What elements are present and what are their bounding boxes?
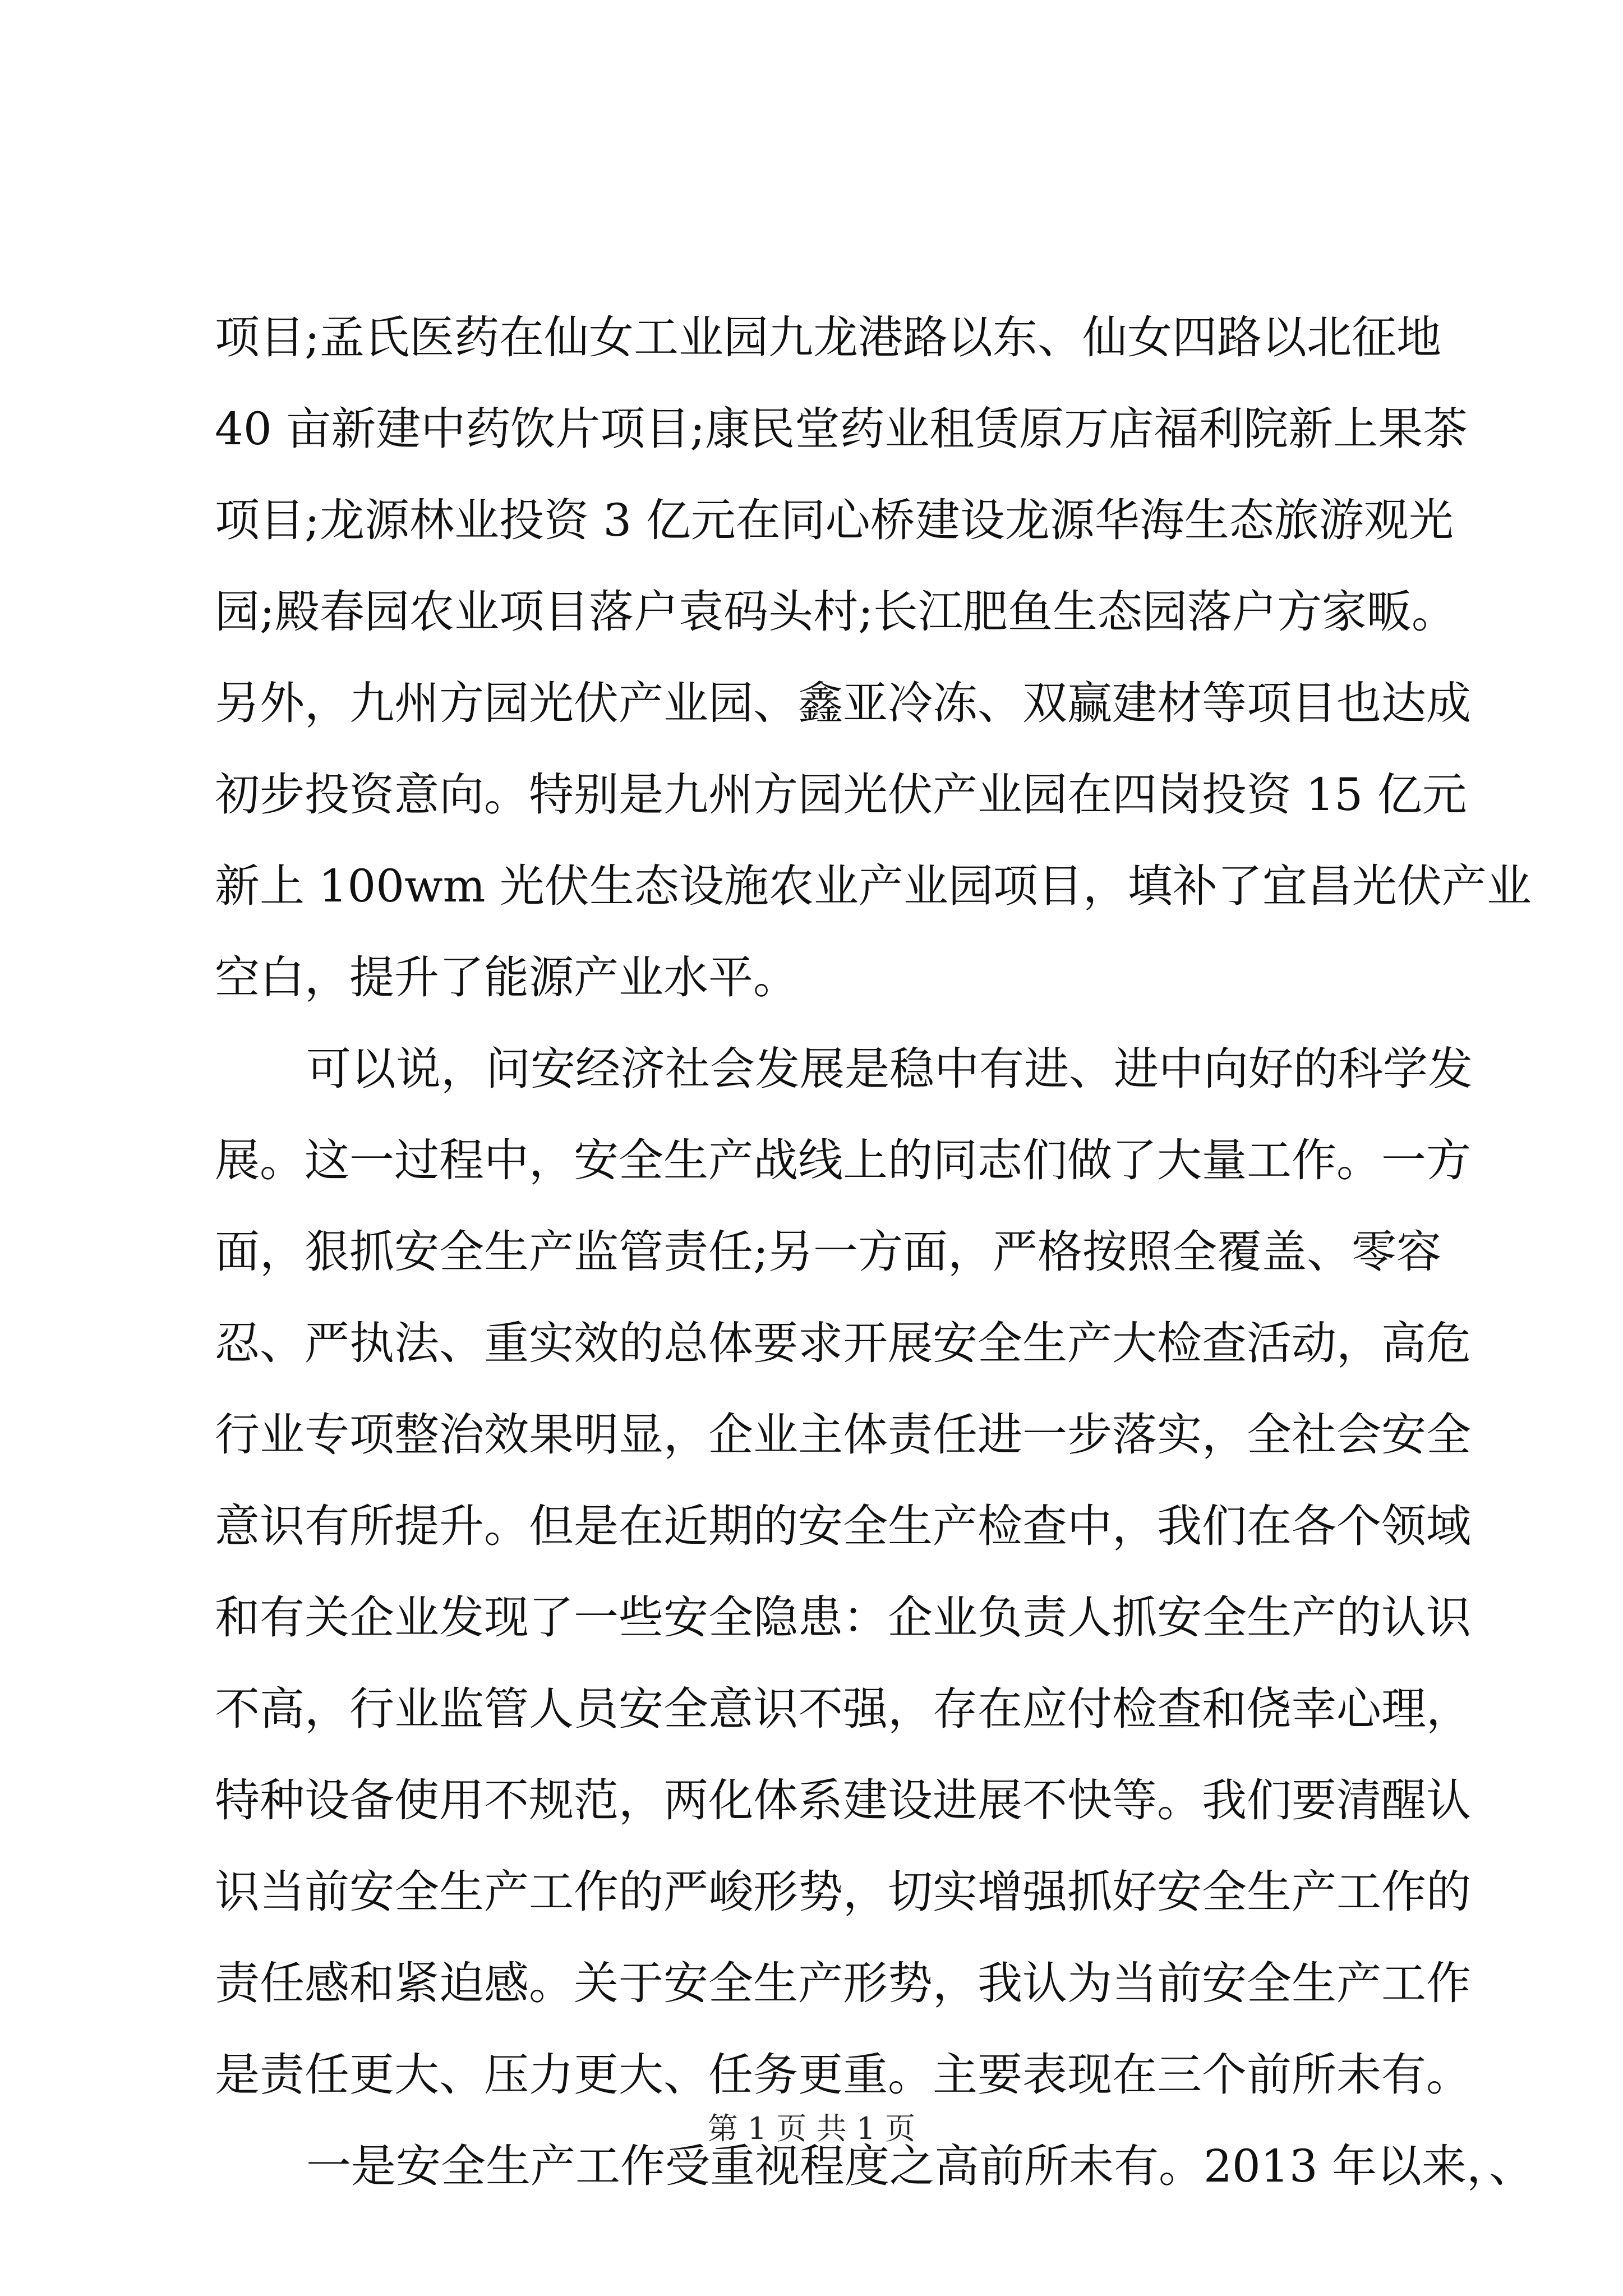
text-line: 是责任更大、压力更大、任务更重。主要表现在三个前所未有。	[215, 2049, 1471, 2101]
text-line: 特种设备使用不规范，两化体系建设进展不快等。我们要清醒认	[215, 1774, 1471, 1826]
page-footer: 第 1 页 共 1 页	[707, 2111, 916, 2146]
text-line: 40 亩新建中药饮片项目;康民堂药业租赁原万店福利院新上果茶	[215, 403, 1468, 455]
text-line: 空白，提升了能源产业水平。	[215, 951, 798, 1004]
text-line: 展。这一过程中，安全生产战线上的同志们做了大量工作。一方	[215, 1134, 1471, 1186]
paragraph	[215, 1023, 1473, 2120]
text-line: 园;殿春园农业项目落户袁码头村;长江肥鱼生态园落户方家畈。	[215, 586, 1456, 638]
text-line: 另外，九州方园光伏产业园、鑫亚冷冻、双赢建材等项目也达成	[215, 677, 1471, 729]
text-line: 面，狠抓安全生产监管责任;另一方面，严格按照全覆盖、零容	[215, 1226, 1441, 1278]
text-line: 忍、严执法、重实效的总体要求开展安全生产大检查活动，高危	[215, 1317, 1471, 1369]
text-line: 可以说，问安经济社会发展是稳中有进、进中向好的科学发	[306, 1043, 1473, 1095]
text-line: 意识有所提升。但是在近期的安全生产检查中，我们在各个领域	[215, 1500, 1471, 1552]
text-line: 一是安全生产工作受重视程度之高前所未有。2013 年以来，、	[306, 2140, 1534, 2192]
text-line: 新上 100wm 光伏生态设施农业产业园项目，填补了宜昌光伏产业	[215, 860, 1532, 912]
document-body	[215, 292, 1534, 2212]
text-line: 项目;龙源林业投资 3 亿元在同心桥建设龙源华海生态旅游观光	[215, 494, 1454, 546]
text-line: 不高，行业监管人员安全意识不强，存在应付检查和侥幸心理，	[215, 1683, 1471, 1735]
text-line: 初步投资意向。特别是九州方园光伏产业园在四岗投资 15 亿元	[215, 769, 1467, 821]
text-line: 和有关企业发现了一些安全隐患：企业负责人抓安全生产的认识	[215, 1591, 1471, 1644]
paragraph	[215, 292, 1532, 1023]
text-line: 行业专项整治效果明显，企业主体责任进一步落实，全社会安全	[215, 1409, 1471, 1461]
text-line: 项目;孟氏医药在仙女工业园九龙港路以东、仙女四路以北征地	[215, 311, 1441, 364]
text-line: 识当前安全生产工作的严峻形势，切实增强抓好安全生产工作的	[215, 1866, 1471, 1918]
text-line: 责任感和紧迫感。关于安全生产形势，我认为当前安全生产工作	[215, 1957, 1471, 2009]
